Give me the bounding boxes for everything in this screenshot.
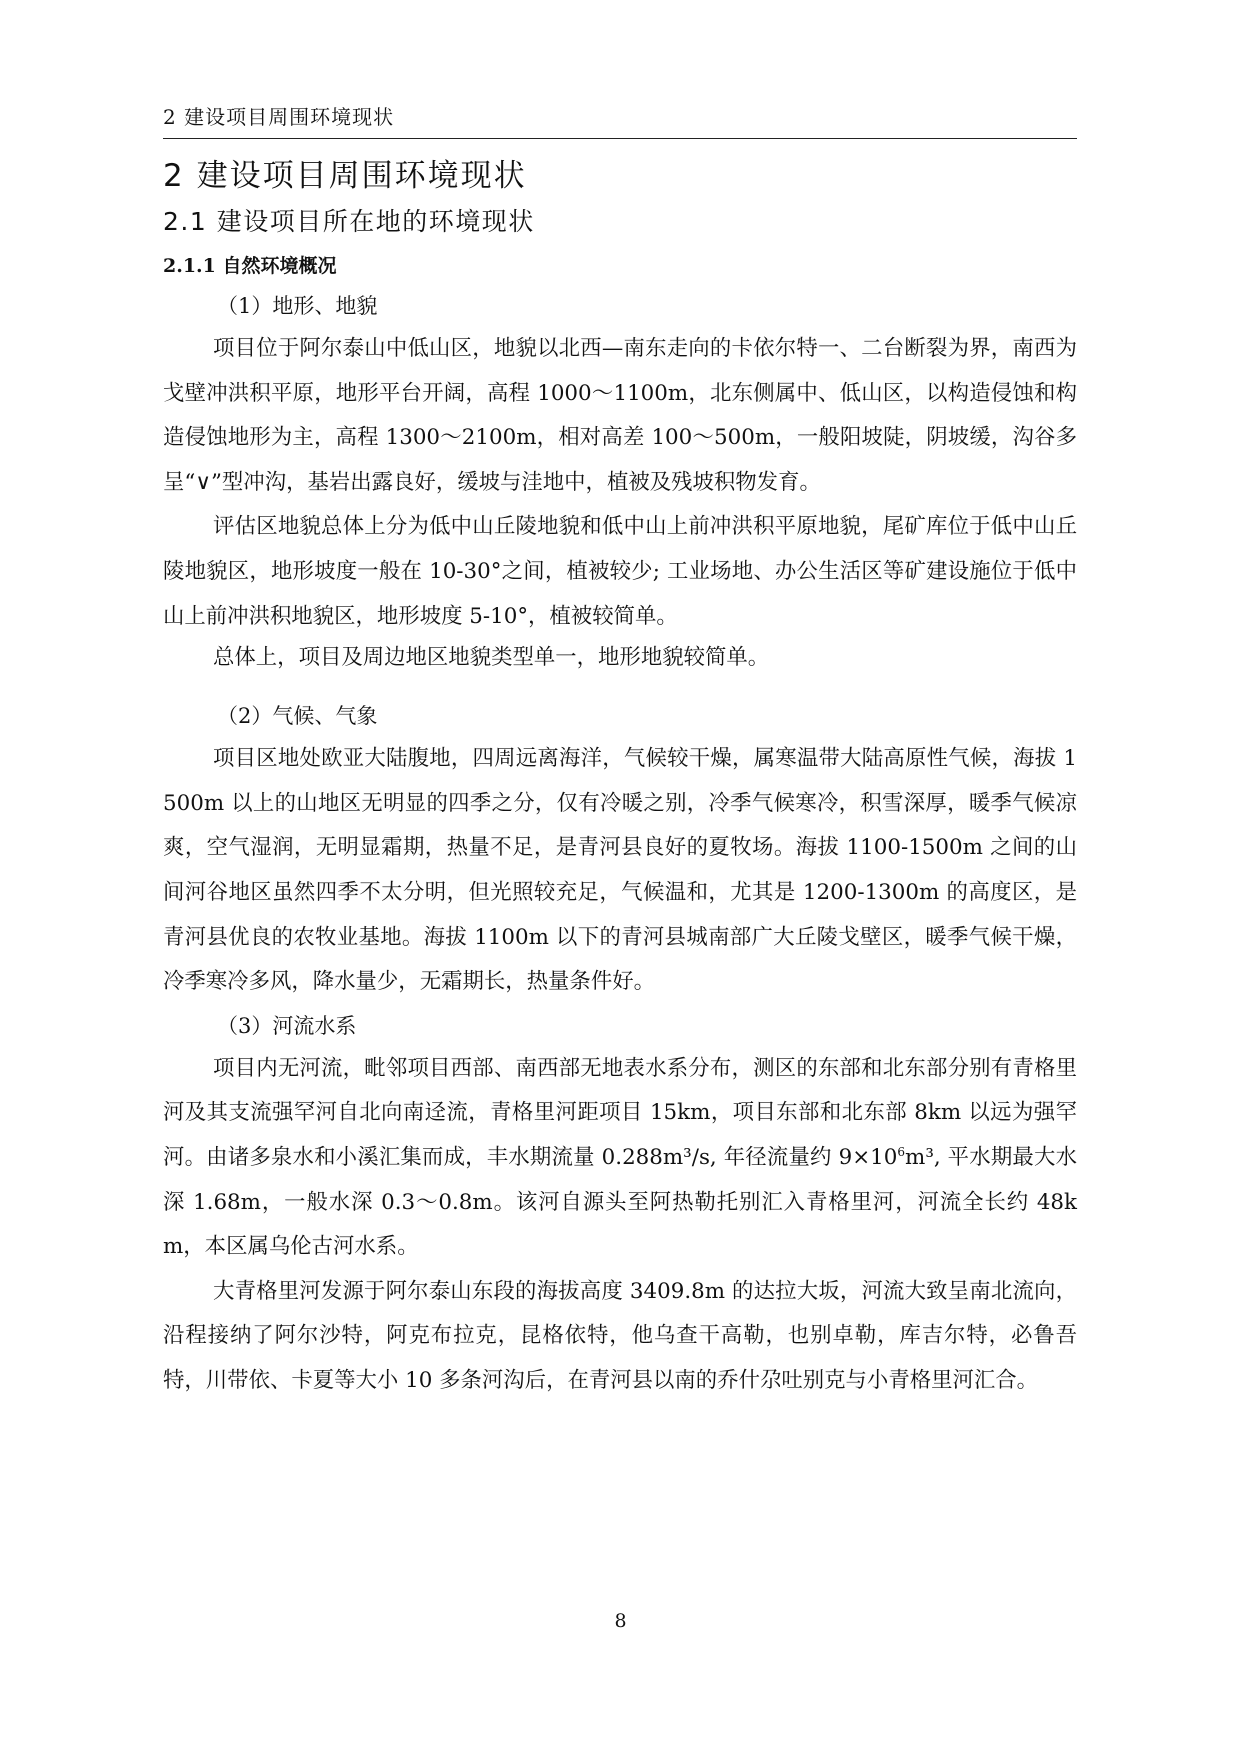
rivers-paragraph-1-part-a: 项目内无河流，毗邻项目西部、南西部无地表水系分布，测区的东部和北东部分别有青格里河及其支流强罕河自北向南迳流，青格里河距项目 15km，项目东部和北东部 8km 以远为强罕河。由诸多泉水和小溪汇集而成，丰水期流量 0.288m³/s, 年径流量约 9×10 (163, 1055, 1077, 1170)
section-title: 2.1 建设项目所在地的环境现状 (163, 207, 535, 236)
rivers-paragraph-2: 大青格里河发源于阿尔泰山东段的海拔高度 3409.8m 的达拉大坂，河流大致呈南北流向，沿程接纳了阿尔沙特，阿克布拉克，昆格依特，他乌查干高勒，也别卓勒，库吉尔特，必鲁吾特，川带依、卡夏等大小 10 多条河沟后，在青河县以南的乔什尕吐别克与小青格里河汇合。 (163, 1278, 1077, 1393)
climate-heading: （2）气候、气象 (217, 704, 378, 729)
subsection-title: 2.1.1 自然环境概况 (163, 255, 337, 277)
rivers-heading: （3）河流水系 (217, 1013, 357, 1038)
topography-paragraph-3: 总体上，项目及周边地区地貌类型单一，地形地貌较简单。 (213, 645, 770, 671)
spacer (163, 677, 1077, 695)
topography-paragraph-2: 评估区地貌总体上分为低中山丘陵地貌和低中山上前冲洪积平原地貌，尾矿库位于低中山丘陵地貌区，地形坡度一般在 10-30°之间，植被较少; 工业场地、办公生活区等矿建设施位于低中山上前冲洪积地貌区，地形坡度 5-10°，植被较简单。 (163, 514, 1077, 629)
chapter-title: 2 建设项目周围环境现状 (163, 158, 527, 194)
running-header: 2 建设项目周围环境现状 (163, 105, 395, 129)
page-number: 8 (614, 1610, 627, 1632)
header-rule (163, 138, 1077, 139)
page-content (163, 153, 1077, 1403)
rivers-paragraph-1 (163, 1047, 1077, 1270)
climate-paragraph-1: 项目区地处欧亚大陆腹地，四周远离海洋，气候较干燥，属寒温带大陆高原性气候，海拔 1500m 以上的山地区无明显的四季之分，仅有冷暖之别，冷季气候寒冷，积雪深厚，暖季气候凉爽，空气湿润，无明显霜期，热量不足，是青河县良好的夏牧场。海拔 1100-1500m 之间的山间河谷地区虽然四季不太分明，但光照较充足，气候温和，尤其是 1200-1300m 的高度区，是青河县优良的农牧业基地。海拔 1100m 以下的青河县城南部广大丘陵戈壁区，暖季气候干燥，冷季寒冷多风，降水量少，无霜期长，热量条件好。 (163, 746, 1077, 995)
rivers-paragraph-1-part-b: m³, 平水期最大水深 1.68m，一般水深 0.3～0.8m。该河自源头至阿热勒托别汇入青格里河，河流全长约 48km，本区属乌伦古河水系。 (163, 1144, 1077, 1260)
topography-heading: （1）地形、地貌 (217, 294, 378, 318)
rivers-paragraph-1-exponent: 6 (897, 1144, 906, 1159)
topography-paragraph-1: 项目位于阿尔泰山中低山区，地貌以北西—南东走向的卡依尔特一、二台断裂为界，南西为戈壁冲洪积平原，地形平台开阔，高程 1000～1100m，北东侧属中、低山区，以构造侵蚀和构造侵蚀地形为主，高程 1300～2100m，相对高差 100～500m，一般阳坡陡，阴坡缓，沟谷多呈“∨”型冲沟，基岩出露良好，缓坡与洼地中，植被及残坡积物发育。 (163, 336, 1077, 495)
